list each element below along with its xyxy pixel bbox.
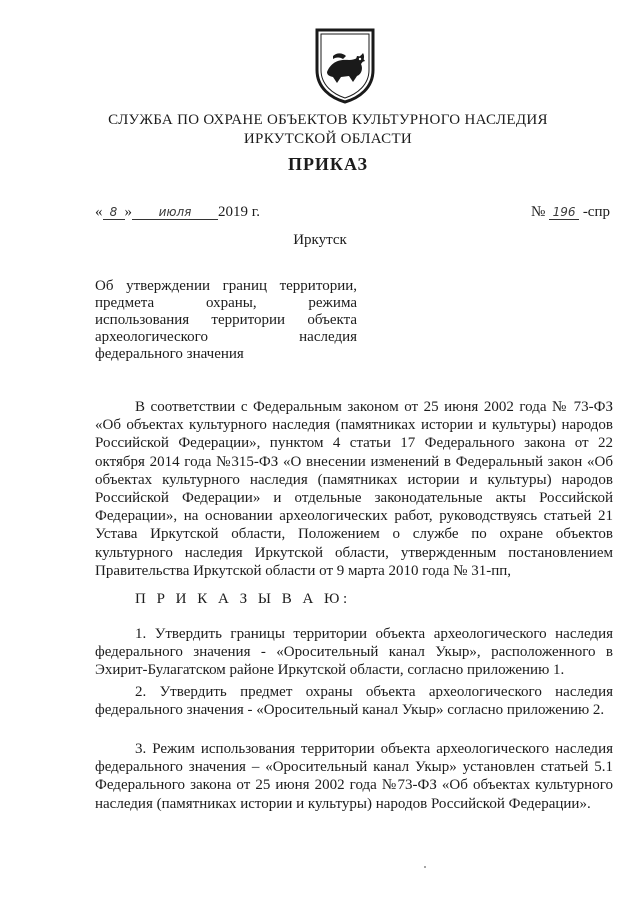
document-date [95,204,260,221]
organization-name-line-1: СЛУЖБА ПО ОХРАНЕ ОБЪЕКТОВ КУЛЬТУРНОГО НАСЛЕДИЯ [108,112,548,128]
number-prefix: № [531,204,546,220]
subject-line: археологического наследия [95,329,357,345]
date-month: июля [132,205,218,220]
date-day: 8 [103,205,125,220]
subject-line: использования территории объекта [95,312,357,328]
document-subject [95,278,357,363]
order-item-1: 1. Утвердить границы территории объекта археологического наследия федерального значения - «Оросительный канал Укыр», расположенного в Эхирит-Булагатском районе Иркутской области, согласно приложению 1. [95,626,613,679]
number-suffix: -спр [582,204,610,220]
order-item-2: 2. Утвердить предмет охраны объекта археологического наследия федерального значения - «Оросительный канал Укыр» согласно приложению 2. [95,684,613,719]
scan-speck [424,866,426,868]
city-name: Иркутск [293,232,347,248]
subject-line: предмета охраны, режима [95,295,357,311]
document-title: ПРИКАЗ [287,154,369,174]
date-year: 2019 г. [218,204,260,220]
organization-name-line-2: ИРКУТСКОЙ ОБЛАСТИ [243,131,413,147]
subject-line: Об утверждении границ территории, [95,278,357,294]
document-number [531,204,610,221]
date-close-quote: » [124,204,132,220]
number-value: 196 [549,205,579,220]
preamble-paragraph: В соответствии с Федеральным законом от 25 июня 2002 года № 73-ФЗ «Об объектах культурного наследия (памятниках истории и культуры) народов Российской Федерации», пунктом 4 статьи 17 Федерального закона от 22 октября 2014 года №315-ФЗ «О внесении изменений в Федеральный закон «Об объектах культурного наследия (памятниках истории и культуры) народов Российской Федерации» и отдельные законодательные акты Российской Федерации», на основании археологических работ, руководствуясь статьей 21 Устава Иркутской области, Положением о службе по охране объектов культурного наследия Иркутской области, утвержденным постановлением Правительства Иркутской области от 9 марта 2010 года № 31-пп, [95,399,613,579]
coat-of-arms-emblem [313,26,377,104]
order-item-3: 3. Режим использования территории объекта археологического наследия федерального значения – «Оросительный канал Укыр» установлен статьей 5.1 Федерального закона от 25 июня 2002 года №73-ФЗ «Об объектах культурного наследия (памятниках истории и культуры) народов Российской Федерации». [95,741,613,812]
order-heading: П Р И К А З Ы В А Ю: [135,591,351,607]
date-open-quote: « [95,204,103,220]
subject-line: федерального значения [95,346,244,362]
